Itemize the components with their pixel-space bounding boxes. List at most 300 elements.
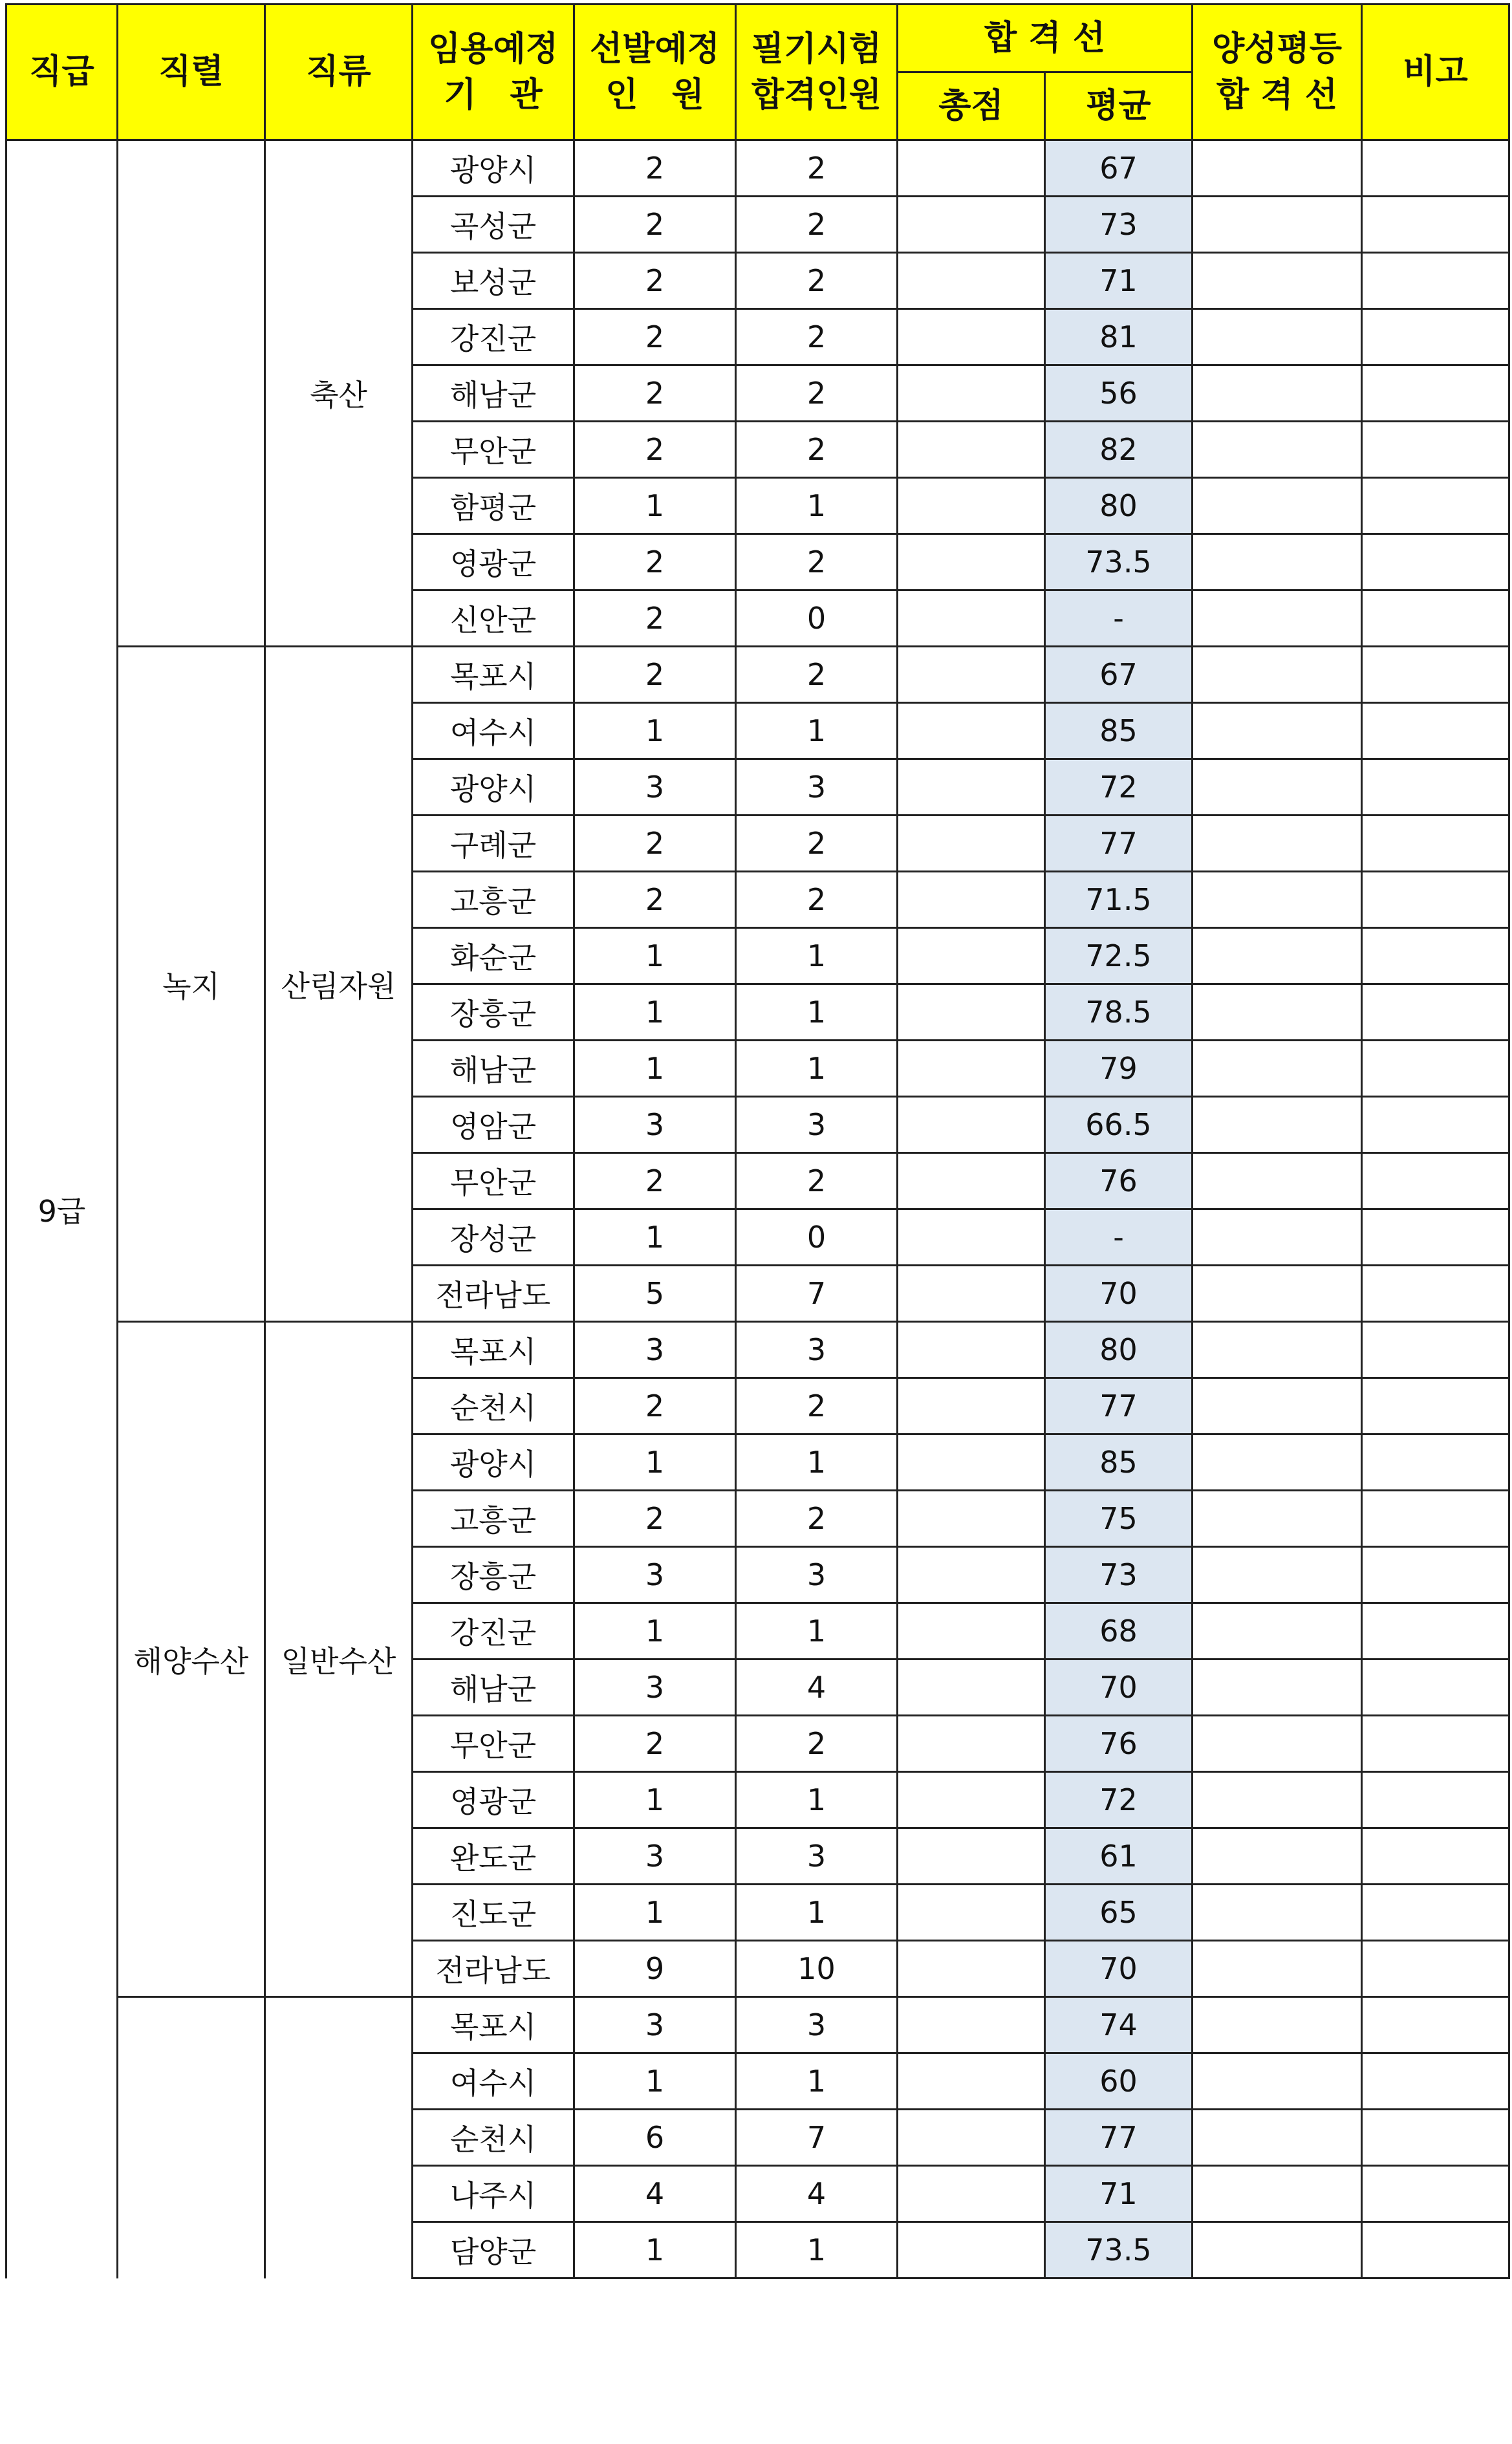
remarks-cell: [1362, 1660, 1509, 1716]
average-cell: 70: [1045, 1941, 1193, 1997]
category-cell: 일반수산: [265, 1322, 413, 1997]
total-cell: [898, 816, 1045, 872]
total-cell: [898, 309, 1045, 365]
remarks-cell: [1362, 1997, 1509, 2053]
equality-cell: [1193, 1153, 1362, 1209]
planned-cell: 2: [574, 872, 736, 928]
equality-cell: [1193, 759, 1362, 816]
planned-cell: 1: [574, 984, 736, 1041]
remarks-cell: [1362, 422, 1509, 478]
average-cell: 70: [1045, 1266, 1193, 1322]
table-body: [6, 140, 1509, 2278]
remarks-cell: [1362, 872, 1509, 928]
passed-cell: 1: [736, 1772, 898, 1828]
total-cell: [898, 1153, 1045, 1209]
equality-cell: [1193, 197, 1362, 253]
passed-cell: 2: [736, 197, 898, 253]
header-series: 직렬: [118, 5, 265, 140]
planned-cell: 1: [574, 478, 736, 534]
total-cell: [898, 1322, 1045, 1378]
remarks-cell: [1362, 1378, 1509, 1434]
remarks-cell: [1362, 2053, 1509, 2110]
total-cell: [898, 1434, 1045, 1491]
header-passed-line1: 필기시험: [751, 30, 881, 69]
planned-cell: 2: [574, 422, 736, 478]
remarks-cell: [1362, 478, 1509, 534]
total-cell: [898, 647, 1045, 703]
equality-cell: [1193, 1603, 1362, 1660]
passed-cell: 7: [736, 1266, 898, 1322]
equality-cell: [1193, 1322, 1362, 1378]
agency-cell: 순천시: [413, 2110, 574, 2166]
equality-cell: [1193, 816, 1362, 872]
average-cell: 79: [1045, 1041, 1193, 1097]
passed-cell: 2: [736, 422, 898, 478]
equality-cell: [1193, 872, 1362, 928]
equality-cell: [1193, 534, 1362, 590]
header-passed: [736, 5, 898, 140]
agency-cell: 전라남도: [413, 1266, 574, 1322]
planned-cell: 1: [574, 1772, 736, 1828]
average-cell: 74: [1045, 1997, 1193, 2053]
total-cell: [898, 1209, 1045, 1266]
average-cell: 60: [1045, 2053, 1193, 2110]
table-row: [6, 140, 1509, 197]
agency-cell: 고흥군: [413, 1491, 574, 1547]
equality-cell: [1193, 1885, 1362, 1941]
planned-cell: 3: [574, 1828, 736, 1885]
table-row: [6, 647, 1509, 703]
planned-cell: 1: [574, 2053, 736, 2110]
header-cutoff-avg: 평균: [1045, 72, 1193, 140]
passed-cell: 0: [736, 1209, 898, 1266]
series-cell: 녹지: [118, 647, 265, 1322]
planned-cell: 1: [574, 703, 736, 759]
average-cell: 67: [1045, 140, 1193, 197]
total-cell: [898, 1716, 1045, 1772]
average-cell: 70: [1045, 1660, 1193, 1716]
equality-cell: [1193, 590, 1362, 647]
remarks-cell: [1362, 534, 1509, 590]
total-cell: [898, 365, 1045, 422]
total-cell: [898, 1885, 1045, 1941]
remarks-cell: [1362, 2222, 1509, 2278]
total-cell: [898, 1828, 1045, 1885]
equality-cell: [1193, 2166, 1362, 2222]
remarks-cell: [1362, 1941, 1509, 1997]
planned-cell: 2: [574, 309, 736, 365]
total-cell: [898, 2110, 1045, 2166]
total-cell: [898, 1266, 1045, 1322]
remarks-cell: [1362, 140, 1509, 197]
average-cell: 80: [1045, 478, 1193, 534]
average-cell: 82: [1045, 422, 1193, 478]
remarks-cell: [1362, 703, 1509, 759]
passed-cell: 2: [736, 816, 898, 872]
header-grade: 직급: [6, 5, 118, 140]
planned-cell: 2: [574, 1378, 736, 1434]
average-cell: 72: [1045, 1772, 1193, 1828]
planned-cell: 5: [574, 1266, 736, 1322]
total-cell: [898, 1603, 1045, 1660]
equality-cell: [1193, 1041, 1362, 1097]
equality-cell: [1193, 1772, 1362, 1828]
series-cell: [118, 140, 265, 647]
average-cell: 77: [1045, 2110, 1193, 2166]
total-cell: [898, 478, 1045, 534]
planned-cell: 3: [574, 1997, 736, 2053]
total-cell: [898, 703, 1045, 759]
average-cell: 71: [1045, 253, 1193, 309]
agency-cell: 광양시: [413, 140, 574, 197]
agency-cell: 영암군: [413, 1097, 574, 1153]
equality-cell: [1193, 1378, 1362, 1434]
total-cell: [898, 1547, 1045, 1603]
results-sheet: [5, 3, 1510, 2279]
agency-cell: 고흥군: [413, 872, 574, 928]
remarks-cell: [1362, 1885, 1509, 1941]
planned-cell: 3: [574, 1660, 736, 1716]
passed-cell: 1: [736, 928, 898, 984]
equality-cell: [1193, 984, 1362, 1041]
passed-cell: 3: [736, 759, 898, 816]
total-cell: [898, 253, 1045, 309]
category-cell: 산림자원: [265, 647, 413, 1322]
average-cell: 80: [1045, 1322, 1193, 1378]
agency-cell: 목포시: [413, 1322, 574, 1378]
category-cell: 축산: [265, 140, 413, 647]
planned-cell: 6: [574, 2110, 736, 2166]
average-cell: -: [1045, 1209, 1193, 1266]
equality-cell: [1193, 1828, 1362, 1885]
planned-cell: 2: [574, 590, 736, 647]
agency-cell: 장흥군: [413, 1547, 574, 1603]
average-cell: 67: [1045, 647, 1193, 703]
average-cell: 72.5: [1045, 928, 1193, 984]
average-cell: 77: [1045, 1378, 1193, 1434]
remarks-cell: [1362, 1772, 1509, 1828]
passed-cell: 1: [736, 984, 898, 1041]
total-cell: [898, 759, 1045, 816]
average-cell: 76: [1045, 1153, 1193, 1209]
equality-cell: [1193, 1209, 1362, 1266]
remarks-cell: [1362, 1828, 1509, 1885]
total-cell: [898, 1097, 1045, 1153]
equality-cell: [1193, 1660, 1362, 1716]
planned-cell: 2: [574, 140, 736, 197]
header-agency: [413, 5, 574, 140]
average-cell: 85: [1045, 1434, 1193, 1491]
header-planned-line2: 인 원: [605, 75, 704, 114]
equality-cell: [1193, 253, 1362, 309]
remarks-cell: [1362, 1547, 1509, 1603]
equality-cell: [1193, 365, 1362, 422]
remarks-cell: [1362, 1153, 1509, 1209]
total-cell: [898, 2222, 1045, 2278]
passed-cell: 3: [736, 1322, 898, 1378]
equality-cell: [1193, 2222, 1362, 2278]
header-equality-line2: 합 격 선: [1216, 75, 1337, 114]
passed-cell: 3: [736, 1097, 898, 1153]
planned-cell: 3: [574, 1547, 736, 1603]
planned-cell: 1: [574, 1603, 736, 1660]
total-cell: [898, 1378, 1045, 1434]
average-cell: 71.5: [1045, 872, 1193, 928]
passed-cell: 7: [736, 2110, 898, 2166]
equality-cell: [1193, 1097, 1362, 1153]
total-cell: [898, 1941, 1045, 1997]
equality-cell: [1193, 928, 1362, 984]
header-agency-line1: 임용예정: [428, 30, 558, 69]
remarks-cell: [1362, 2110, 1509, 2166]
planned-cell: 3: [574, 1322, 736, 1378]
agency-cell: 영광군: [413, 534, 574, 590]
agency-cell: 전라남도: [413, 1941, 574, 1997]
average-cell: 81: [1045, 309, 1193, 365]
agency-cell: 무안군: [413, 422, 574, 478]
series-cell: [118, 1997, 265, 2278]
equality-cell: [1193, 1941, 1362, 1997]
planned-cell: 1: [574, 1885, 736, 1941]
planned-cell: 4: [574, 2166, 736, 2222]
equality-cell: [1193, 1547, 1362, 1603]
total-cell: [898, 928, 1045, 984]
agency-cell: 해남군: [413, 1041, 574, 1097]
agency-cell: 영광군: [413, 1772, 574, 1828]
total-cell: [898, 1041, 1045, 1097]
average-cell: 77: [1045, 816, 1193, 872]
remarks-cell: [1362, 1716, 1509, 1772]
planned-cell: 2: [574, 534, 736, 590]
planned-cell: 2: [574, 365, 736, 422]
remarks-cell: [1362, 1434, 1509, 1491]
equality-cell: [1193, 703, 1362, 759]
average-cell: 72: [1045, 759, 1193, 816]
table-row: [6, 1997, 1509, 2053]
equality-cell: [1193, 2110, 1362, 2166]
remarks-cell: [1362, 759, 1509, 816]
planned-cell: 2: [574, 1716, 736, 1772]
passed-cell: 1: [736, 1434, 898, 1491]
total-cell: [898, 872, 1045, 928]
planned-cell: 2: [574, 1491, 736, 1547]
planned-cell: 2: [574, 253, 736, 309]
passed-cell: 4: [736, 1660, 898, 1716]
agency-cell: 담양군: [413, 2222, 574, 2278]
equality-cell: [1193, 1491, 1362, 1547]
agency-cell: 여수시: [413, 2053, 574, 2110]
agency-cell: 순천시: [413, 1378, 574, 1434]
passed-cell: 1: [736, 2222, 898, 2278]
agency-cell: 보성군: [413, 253, 574, 309]
passed-cell: 1: [736, 1885, 898, 1941]
total-cell: [898, 534, 1045, 590]
planned-cell: 1: [574, 1434, 736, 1491]
average-cell: 68: [1045, 1603, 1193, 1660]
remarks-cell: [1362, 1603, 1509, 1660]
remarks-cell: [1362, 1209, 1509, 1266]
planned-cell: 2: [574, 197, 736, 253]
remarks-cell: [1362, 816, 1509, 872]
planned-cell: 2: [574, 1153, 736, 1209]
total-cell: [898, 1772, 1045, 1828]
passed-cell: 2: [736, 309, 898, 365]
planned-cell: 1: [574, 1209, 736, 1266]
equality-cell: [1193, 2053, 1362, 2110]
agency-cell: 여수시: [413, 703, 574, 759]
equality-cell: [1193, 478, 1362, 534]
total-cell: [898, 140, 1045, 197]
total-cell: [898, 2053, 1045, 2110]
table-row: [6, 1322, 1509, 1378]
agency-cell: 해남군: [413, 365, 574, 422]
equality-cell: [1193, 309, 1362, 365]
planned-cell: 1: [574, 1041, 736, 1097]
remarks-cell: [1362, 1266, 1509, 1322]
header-category: 직류: [265, 5, 413, 140]
header-equality: [1193, 5, 1362, 140]
total-cell: [898, 984, 1045, 1041]
average-cell: 61: [1045, 1828, 1193, 1885]
total-cell: [898, 1491, 1045, 1547]
average-cell: 85: [1045, 703, 1193, 759]
agency-cell: 완도군: [413, 1828, 574, 1885]
passed-cell: 0: [736, 590, 898, 647]
total-cell: [898, 2166, 1045, 2222]
header-equality-line1: 양성평등: [1212, 30, 1342, 69]
average-cell: 71: [1045, 2166, 1193, 2222]
agency-cell: 무안군: [413, 1153, 574, 1209]
results-table: [5, 3, 1510, 2279]
remarks-cell: [1362, 253, 1509, 309]
passed-cell: 1: [736, 1603, 898, 1660]
average-cell: 56: [1045, 365, 1193, 422]
remarks-cell: [1362, 590, 1509, 647]
header-planned-line1: 선발예정: [590, 30, 720, 69]
passed-cell: 2: [736, 1378, 898, 1434]
remarks-cell: [1362, 984, 1509, 1041]
passed-cell: 3: [736, 1997, 898, 2053]
header-passed-line2: 합격인원: [751, 75, 881, 114]
passed-cell: 4: [736, 2166, 898, 2222]
average-cell: 73: [1045, 1547, 1193, 1603]
passed-cell: 2: [736, 140, 898, 197]
agency-cell: 무안군: [413, 1716, 574, 1772]
series-cell: 해양수산: [118, 1322, 265, 1997]
average-cell: 66.5: [1045, 1097, 1193, 1153]
total-cell: [898, 590, 1045, 647]
agency-cell: 광양시: [413, 759, 574, 816]
header-row-1: [6, 5, 1509, 72]
total-cell: [898, 1660, 1045, 1716]
remarks-cell: [1362, 197, 1509, 253]
passed-cell: 2: [736, 872, 898, 928]
passed-cell: 2: [736, 1716, 898, 1772]
remarks-cell: [1362, 2166, 1509, 2222]
header-cutoff: 합 격 선: [898, 5, 1193, 72]
header-planned: [574, 5, 736, 140]
remarks-cell: [1362, 647, 1509, 703]
agency-cell: 광양시: [413, 1434, 574, 1491]
average-cell: 65: [1045, 1885, 1193, 1941]
average-cell: 75: [1045, 1491, 1193, 1547]
planned-cell: 2: [574, 647, 736, 703]
equality-cell: [1193, 1716, 1362, 1772]
agency-cell: 진도군: [413, 1885, 574, 1941]
equality-cell: [1193, 1266, 1362, 1322]
remarks-cell: [1362, 928, 1509, 984]
passed-cell: 2: [736, 365, 898, 422]
passed-cell: 1: [736, 1041, 898, 1097]
agency-cell: 화순군: [413, 928, 574, 984]
agency-cell: 신안군: [413, 590, 574, 647]
average-cell: 73.5: [1045, 2222, 1193, 2278]
agency-cell: 함평군: [413, 478, 574, 534]
remarks-cell: [1362, 1041, 1509, 1097]
grade-cell: 9급: [6, 140, 118, 2278]
agency-cell: 장성군: [413, 1209, 574, 1266]
average-cell: 76: [1045, 1716, 1193, 1772]
passed-cell: 2: [736, 253, 898, 309]
remarks-cell: [1362, 1322, 1509, 1378]
passed-cell: 1: [736, 2053, 898, 2110]
agency-cell: 해남군: [413, 1660, 574, 1716]
passed-cell: 1: [736, 478, 898, 534]
passed-cell: 2: [736, 1153, 898, 1209]
agency-cell: 구례군: [413, 816, 574, 872]
planned-cell: 1: [574, 928, 736, 984]
total-cell: [898, 422, 1045, 478]
equality-cell: [1193, 1434, 1362, 1491]
passed-cell: 1: [736, 703, 898, 759]
total-cell: [898, 1997, 1045, 2053]
agency-cell: 강진군: [413, 1603, 574, 1660]
agency-cell: 곡성군: [413, 197, 574, 253]
planned-cell: 3: [574, 759, 736, 816]
remarks-cell: [1362, 365, 1509, 422]
header-remarks: 비고: [1362, 5, 1509, 140]
remarks-cell: [1362, 1097, 1509, 1153]
equality-cell: [1193, 422, 1362, 478]
average-cell: 73: [1045, 197, 1193, 253]
passed-cell: 2: [736, 647, 898, 703]
equality-cell: [1193, 140, 1362, 197]
planned-cell: 2: [574, 816, 736, 872]
agency-cell: 목포시: [413, 1997, 574, 2053]
planned-cell: 9: [574, 1941, 736, 1997]
average-cell: 78.5: [1045, 984, 1193, 1041]
agency-cell: 강진군: [413, 309, 574, 365]
average-cell: -: [1045, 590, 1193, 647]
average-cell: 73.5: [1045, 534, 1193, 590]
passed-cell: 3: [736, 1547, 898, 1603]
equality-cell: [1193, 1997, 1362, 2053]
planned-cell: 1: [574, 2222, 736, 2278]
agency-cell: 목포시: [413, 647, 574, 703]
passed-cell: 2: [736, 534, 898, 590]
passed-cell: 10: [736, 1941, 898, 1997]
planned-cell: 3: [574, 1097, 736, 1153]
category-cell: [265, 1997, 413, 2278]
equality-cell: [1193, 647, 1362, 703]
remarks-cell: [1362, 309, 1509, 365]
total-cell: [898, 197, 1045, 253]
agency-cell: 나주시: [413, 2166, 574, 2222]
agency-cell: 장흥군: [413, 984, 574, 1041]
passed-cell: 2: [736, 1491, 898, 1547]
passed-cell: 3: [736, 1828, 898, 1885]
header-cutoff-total: 총점: [898, 72, 1045, 140]
